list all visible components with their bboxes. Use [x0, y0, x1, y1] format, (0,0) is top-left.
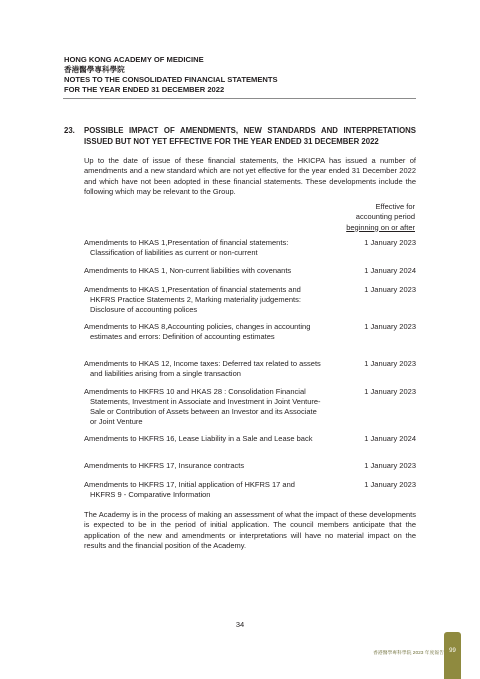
effective-date: 1 January 2023: [364, 238, 416, 247]
amendment-description: Amendments to HKFRS 10 and HKAS 28 : Consolidation Financial Statements, Investment in Associate and Investment in Joint Venture- Sale or Contribution of Assets between an Investor and its Associate or Joint Venture: [84, 387, 321, 427]
effective-date: 1 January 2023: [364, 387, 416, 396]
intro-paragraph: Up to the date of issue of these financial statements, the HKICPA has issued a number of amendments and a new standard which are not yet effective for the year ended 31 December 2022 and which have not been adopted in these financial statements. These developments include the following which may be relevant to the Group.: [84, 156, 416, 196]
period-title: FOR THE YEAR ENDED 31 DECEMBER 2022: [64, 85, 225, 94]
notes-title: NOTES TO THE CONSOLIDATED FINANCIAL STATEMENTS: [64, 75, 278, 84]
amendment-description: Amendments to HKAS 1,Presentation of financial statements: Classification of liabilities as current or non-current: [84, 238, 289, 258]
conclusion-paragraph: The Academy is in the process of making an assessment of what the impact of these developments is expected to be in the period of initial application. The council members anticipate that the application of the new and amendments or interpretations will have no material impact on the results and the financial position of the Academy.: [84, 510, 416, 550]
amendment-row: [84, 238, 416, 258]
header-divider: [63, 98, 416, 99]
section-number: 23.: [64, 126, 75, 135]
effective-date-column-heading: [346, 202, 415, 233]
effective-date: 1 January 2023: [364, 285, 416, 294]
effective-date: 1 January 2024: [364, 266, 416, 275]
amendment-description: Amendments to HKFRS 17, Initial application of HKFRS 17 and HKFRS 9 - Comparative Information: [84, 480, 295, 500]
amendment-row: [84, 285, 416, 315]
amendment-description: Amendments to HKAS 12, Income taxes: Deferred tax related to assets and liabilities arising from a single transaction: [84, 359, 321, 379]
amendment-row: [84, 359, 416, 379]
amendment-description: Amendments to HKFRS 16, Lease Liability in a Sale and Lease back: [84, 434, 313, 443]
org-name-zh: 香港醫學專科學院: [64, 65, 125, 74]
section-title: POSSIBLE IMPACT OF AMENDMENTS, NEW STANDARDS AND INTERPRETATIONS ISSUED BUT NOT YET EFFECTIVE FOR THE YEAR ENDED 31 DECEMBER 2022: [84, 126, 416, 146]
tab-page-number: 99: [449, 648, 456, 654]
amendment-description: Amendments to HKFRS 17, Insurance contracts: [84, 461, 245, 470]
org-name-en: HONG KONG ACADEMY OF MEDICINE: [64, 55, 204, 64]
effective-date: 1 January 2023: [364, 480, 416, 489]
amendment-row: [84, 266, 416, 276]
effective-date: 1 January 2023: [364, 322, 416, 331]
amendment-description: Amendments to HKAS 1, Non-current liabilities with covenants: [84, 266, 292, 275]
column-heading-line3: beginning on or after: [346, 222, 415, 232]
amendment-row: [84, 480, 416, 500]
document-header: [64, 55, 278, 95]
amendment-description: Amendments to HKAS 8,Accounting policies, changes in accounting estimates and errors: Definition of accounting estimates: [84, 322, 311, 342]
page-number: 34: [235, 620, 245, 629]
effective-date: 1 January 2023: [364, 461, 416, 470]
amendment-row: [84, 461, 416, 471]
page-tab: [444, 632, 461, 679]
amendment-description: Amendments to HKAS 1,Presentation of financial statements and HKFRS Practice Statements 2, Marking materiality judgements: Disclosure of accounting polices: [84, 285, 301, 315]
amendment-row: [84, 387, 416, 427]
column-heading-line1: Effective for: [375, 202, 415, 211]
amendment-row: [84, 434, 416, 444]
effective-date: 1 January 2024: [364, 434, 416, 443]
section-heading: [64, 126, 416, 147]
amendment-row: [84, 322, 416, 342]
column-heading-line2: accounting period: [355, 212, 415, 222]
effective-date: 1 January 2023: [364, 359, 416, 368]
report-title: 香港醫學專科學院 2023 年度報告: [373, 651, 444, 656]
